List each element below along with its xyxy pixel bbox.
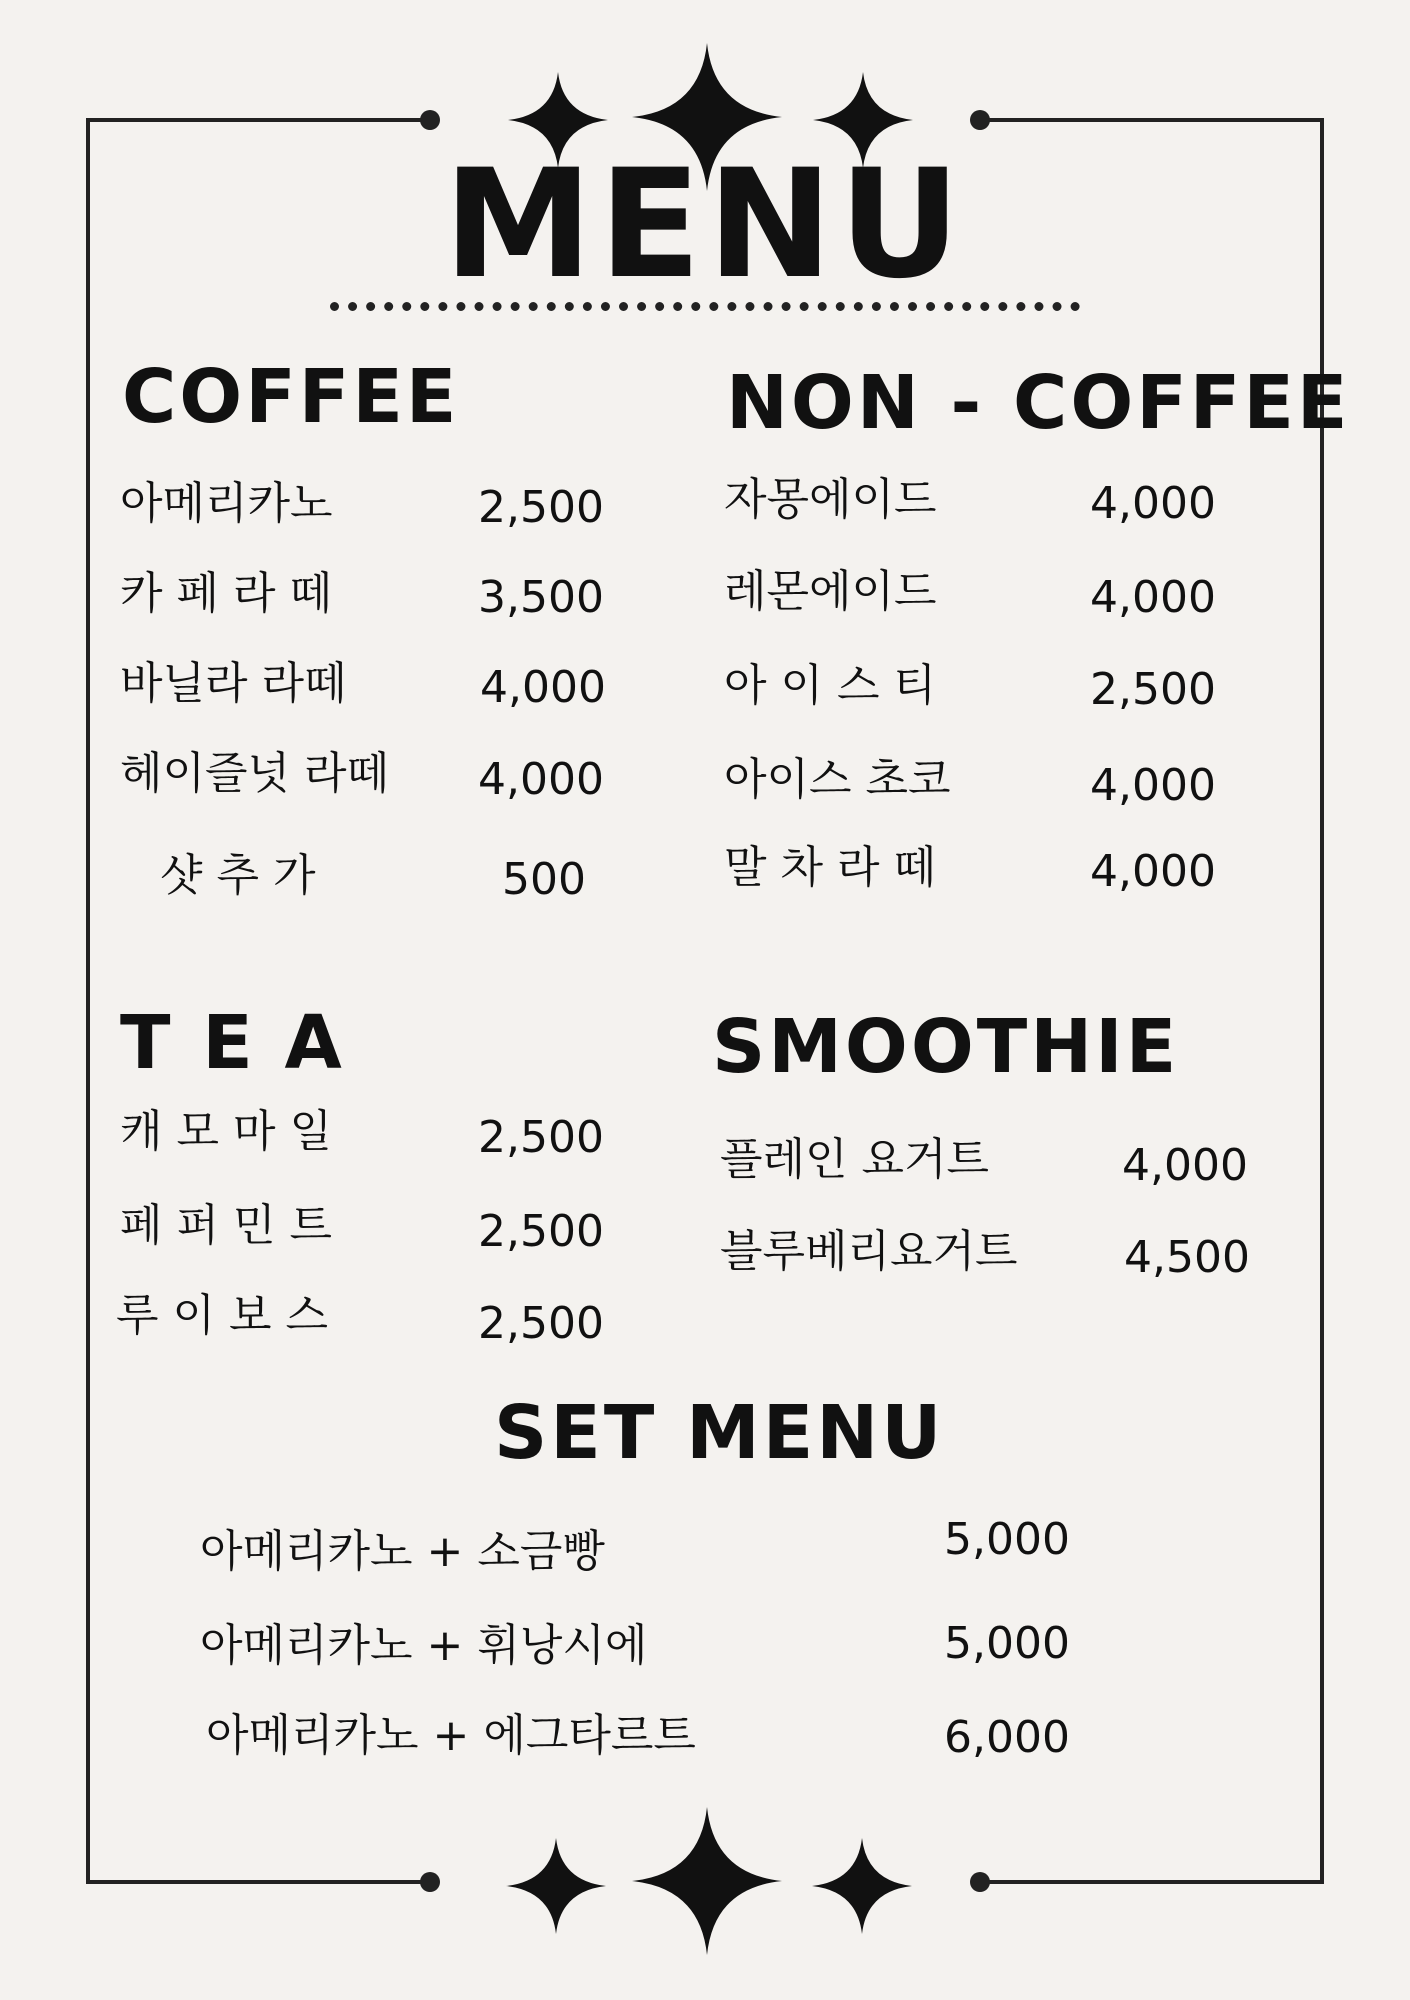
menu-item-name: 아메리카노 + 에그타르트: [206, 1710, 696, 1761]
menu-item-price: 5,000: [944, 1618, 1070, 1669]
section-heading-smoothie: SMOOTHIE: [712, 1004, 1180, 1090]
menu-item-name: 바닐라 라떼: [120, 658, 347, 709]
page-title: MENU: [443, 138, 967, 312]
section-heading-coffee: COFFEE: [122, 354, 460, 440]
frame-dot-top-left: [420, 110, 440, 130]
frame-top-left-line: [86, 118, 430, 122]
menu-item-price: 4,000: [1122, 1140, 1248, 1191]
section-heading-tea: T E A: [120, 1000, 345, 1086]
menu-item-name: 아 이 스 티: [724, 660, 936, 711]
menu-item-price: 4,000: [1090, 478, 1216, 529]
menu-item-price: 4,000: [1090, 846, 1216, 897]
menu-item-price: 5,000: [944, 1514, 1070, 1565]
frame-left-line: [86, 118, 90, 1884]
menu-item-price: 2,500: [1090, 664, 1216, 715]
menu-item-name: 레몬에이드: [724, 566, 937, 617]
menu-item-price: 3,500: [478, 572, 604, 623]
menu-item-name: 말 차 라 떼: [724, 842, 936, 893]
frame-top-right-line: [980, 118, 1324, 122]
menu-item-name: 캐 모 마 일: [120, 1106, 332, 1157]
menu-item-name: 아이스 초코: [724, 754, 951, 805]
menu-item-price: 2,500: [478, 482, 604, 533]
menu-item-name: 플레인 요거트: [720, 1134, 990, 1185]
menu-item-price: 500: [502, 854, 586, 905]
menu-item-price: 4,000: [480, 662, 606, 713]
menu-item-name: 루 이 보 스: [116, 1290, 328, 1341]
menu-item-price: 6,000: [944, 1712, 1070, 1763]
menu-item-price: 2,500: [478, 1112, 604, 1163]
menu-item-name: 페 퍼 민 트: [120, 1200, 332, 1251]
menu-item-price: 2,500: [478, 1298, 604, 1349]
frame-bottom-right-line: [980, 1880, 1324, 1884]
menu-item-name: 아메리카노 + 휘낭시에: [200, 1620, 648, 1671]
menu-item-name: 아메리카노 + 소금빵: [200, 1526, 605, 1577]
sparkle-icon: [632, 1806, 782, 1956]
frame-dot-top-right: [970, 110, 990, 130]
menu-item-price: 2,500: [478, 1206, 604, 1257]
menu-item-name: 헤이즐넛 라떼: [120, 748, 390, 799]
title-divider: [330, 302, 1080, 311]
menu-item-price: 4,500: [1124, 1232, 1250, 1283]
menu-item-name: 카 페 라 떼: [120, 568, 332, 619]
frame-dot-bottom-right: [970, 1872, 990, 1892]
section-heading-non-coffee: NON - COFFEE: [726, 360, 1351, 446]
menu-item-price: 4,000: [1090, 760, 1216, 811]
menu-item-name: 아메리카노: [120, 478, 333, 529]
menu-item-price: 4,000: [478, 754, 604, 805]
section-heading-set-menu: SET MENU: [494, 1390, 945, 1476]
sparkle-icon: [506, 1836, 606, 1936]
menu-item-name: 블루베리요거트: [720, 1226, 1018, 1277]
frame-dot-bottom-left: [420, 1872, 440, 1892]
menu-item-name: 자몽에이드: [724, 474, 937, 525]
sparkle-icon: [812, 1836, 912, 1936]
menu-item-price: 4,000: [1090, 572, 1216, 623]
frame-bottom-left-line: [86, 1880, 430, 1884]
menu-item-name: 샷 추 가: [160, 850, 316, 901]
